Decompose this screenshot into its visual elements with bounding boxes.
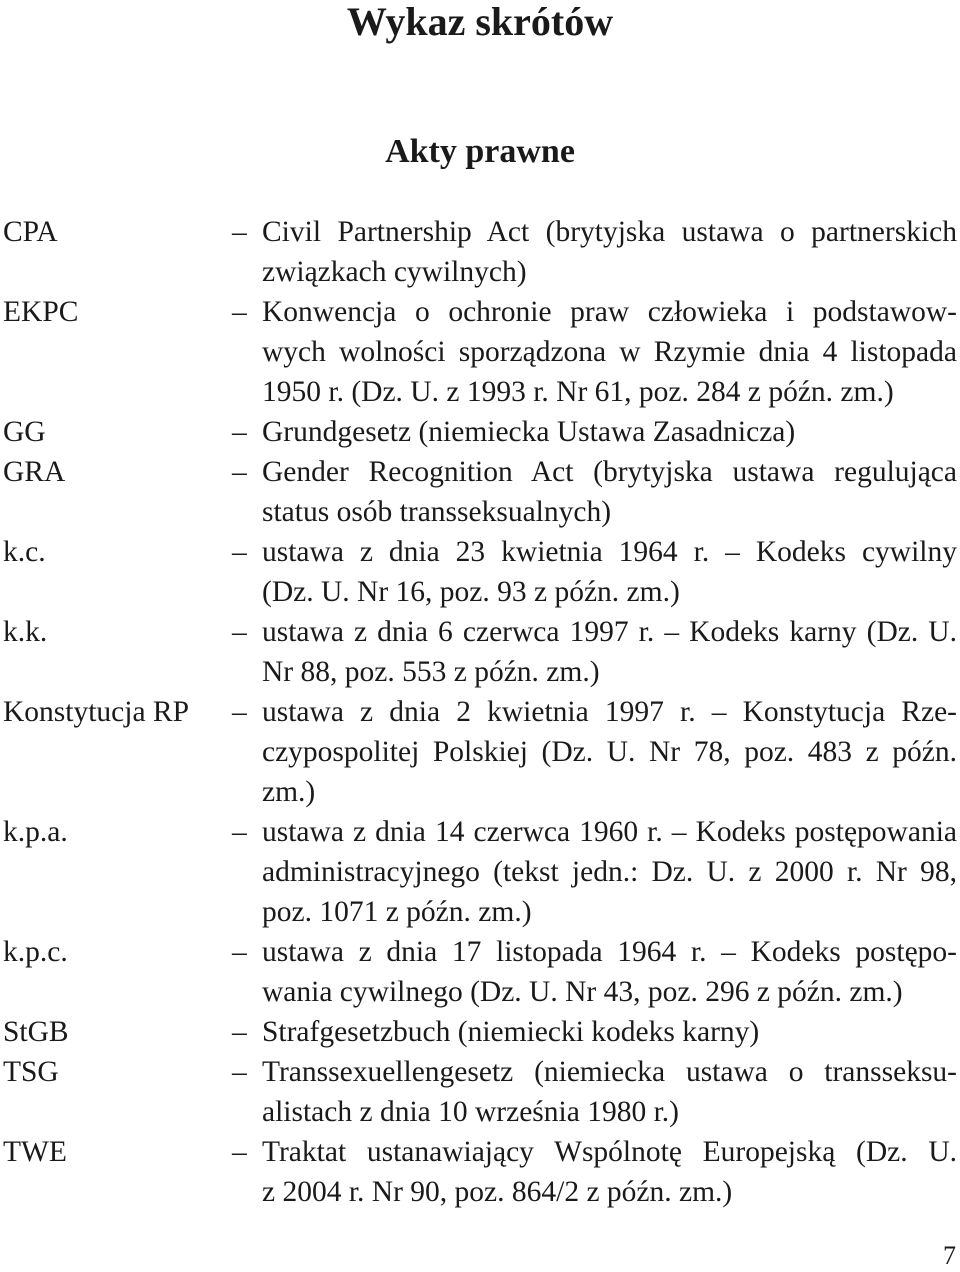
entry-dash: – <box>232 456 247 488</box>
abbreviation-term: GRA <box>3 456 66 488</box>
abbreviation-definition <box>262 932 957 1012</box>
abbreviation-entry <box>0 292 960 412</box>
abbreviation-term: EKPC <box>3 296 79 328</box>
entry-dash: – <box>232 536 247 568</box>
abbreviation-term: k.p.a. <box>3 816 68 848</box>
definition-line: Grundgesetz (niemiecka Ustawa Zasadnicza) <box>262 416 796 448</box>
abbreviation-definition <box>262 292 957 412</box>
definition-line: 1950 r. (Dz. U. z 1993 r. Nr 61, poz. 284 z późn. zm.) <box>262 376 894 408</box>
definition-line: alistach z dnia 10 września 1980 r.) <box>262 1096 679 1128</box>
entry-dash: – <box>232 936 247 968</box>
abbreviation-term: k.k. <box>3 616 48 648</box>
definition-line: administracyjnego (tekst jedn.: Dz. U. z 2000 r. Nr 98, <box>262 856 957 888</box>
abbreviation-term: TSG <box>3 1056 59 1088</box>
page-title: Wykaz skrótów <box>346 0 614 44</box>
entry-dash: – <box>232 1056 247 1088</box>
definition-line: zm.) <box>262 776 316 808</box>
abbreviation-definition <box>262 452 957 532</box>
abbreviation-entry <box>0 1012 960 1052</box>
definition-line: Nr 88, poz. 553 z późn. zm.) <box>262 656 600 688</box>
abbreviation-term: CPA <box>3 216 58 248</box>
definition-line: wych wolności sporządzona w Rzymie dnia 4 listopada <box>262 336 957 368</box>
abbreviation-definition <box>262 612 957 692</box>
section-title: Akty prawne <box>385 133 575 170</box>
abbreviation-entry <box>0 1052 960 1132</box>
abbreviation-entry <box>0 412 960 452</box>
abbreviation-entry <box>0 1132 960 1212</box>
abbreviation-entry <box>0 612 960 692</box>
entry-dash: – <box>232 296 247 328</box>
abbreviation-term: k.p.c. <box>3 936 68 968</box>
definition-line: ustawa z dnia 2 kwietnia 1997 r. – Konstytucja Rze- <box>262 696 957 728</box>
entry-dash: – <box>232 1016 247 1048</box>
definition-line: związkach cywilnych) <box>262 256 527 288</box>
abbreviation-definition <box>262 412 957 452</box>
abbreviation-definition <box>262 532 957 612</box>
definition-line: ustawa z dnia 6 czerwca 1997 r. – Kodeks karny (Dz. U. <box>262 616 957 648</box>
definition-line: z 2004 r. Nr 90, poz. 864/2 z późn. zm.) <box>262 1176 733 1208</box>
abbreviation-definition <box>262 212 957 292</box>
definition-line: status osób transseksualnych) <box>262 496 612 528</box>
abbreviation-term: GG <box>3 416 46 448</box>
definition-line: ustawa z dnia 14 czerwca 1960 r. – Kodeks postępowania <box>262 816 957 848</box>
definition-line: czypospolitej Polskiej (Dz. U. Nr 78, poz. 483 z późn. <box>262 736 957 768</box>
abbreviation-definition <box>262 1132 957 1212</box>
abbreviation-entry <box>0 212 960 292</box>
definition-line: Konwencja o ochronie praw człowieka i podstawow- <box>262 296 957 328</box>
abbreviation-entry <box>0 452 960 532</box>
abbreviation-term: Konstytucja RP <box>3 696 190 728</box>
abbreviation-definition <box>262 1012 957 1052</box>
abbreviation-entry <box>0 932 960 1012</box>
entry-dash: – <box>232 1136 247 1168</box>
definition-line: ustawa z dnia 23 kwietnia 1964 r. – Kodeks cywilny <box>262 536 957 568</box>
abbreviation-entry <box>0 532 960 612</box>
abbreviation-term: StGB <box>3 1016 69 1048</box>
abbreviation-term: TWE <box>3 1136 67 1168</box>
definition-line: Transsexuellengesetz (niemiecka ustawa o transseksu- <box>262 1056 957 1088</box>
abbreviation-entry <box>0 812 960 932</box>
definition-line: (Dz. U. Nr 16, poz. 93 z późn. zm.) <box>262 576 680 608</box>
definition-line: wania cywilnego (Dz. U. Nr 43, poz. 296 z późn. zm.) <box>262 976 903 1008</box>
entry-dash: – <box>232 616 247 648</box>
entry-dash: – <box>232 696 247 728</box>
page-number: 7 <box>943 1241 956 1270</box>
abbreviation-list <box>0 212 960 1212</box>
definition-line: Gender Recognition Act (brytyjska ustawa regulująca <box>262 456 957 488</box>
entry-dash: – <box>232 216 247 248</box>
abbreviation-entry <box>0 692 960 812</box>
definition-line: Civil Partnership Act (brytyjska ustawa o partnerskich <box>262 216 957 248</box>
definition-line: ustawa z dnia 17 listopada 1964 r. – Kodeks postępo- <box>262 936 957 968</box>
abbreviation-definition <box>262 812 957 932</box>
entry-dash: – <box>232 416 247 448</box>
definition-line: poz. 1071 z późn. zm.) <box>262 896 532 928</box>
entry-dash: – <box>232 816 247 848</box>
abbreviation-definition <box>262 692 957 812</box>
abbreviation-definition <box>262 1052 957 1132</box>
definition-line: Strafgesetzbuch (niemiecki kodeks karny) <box>262 1016 760 1048</box>
definition-line: Traktat ustanawiający Wspólnotę Europejską (Dz. U. <box>262 1136 957 1168</box>
abbreviation-term: k.c. <box>3 536 46 568</box>
